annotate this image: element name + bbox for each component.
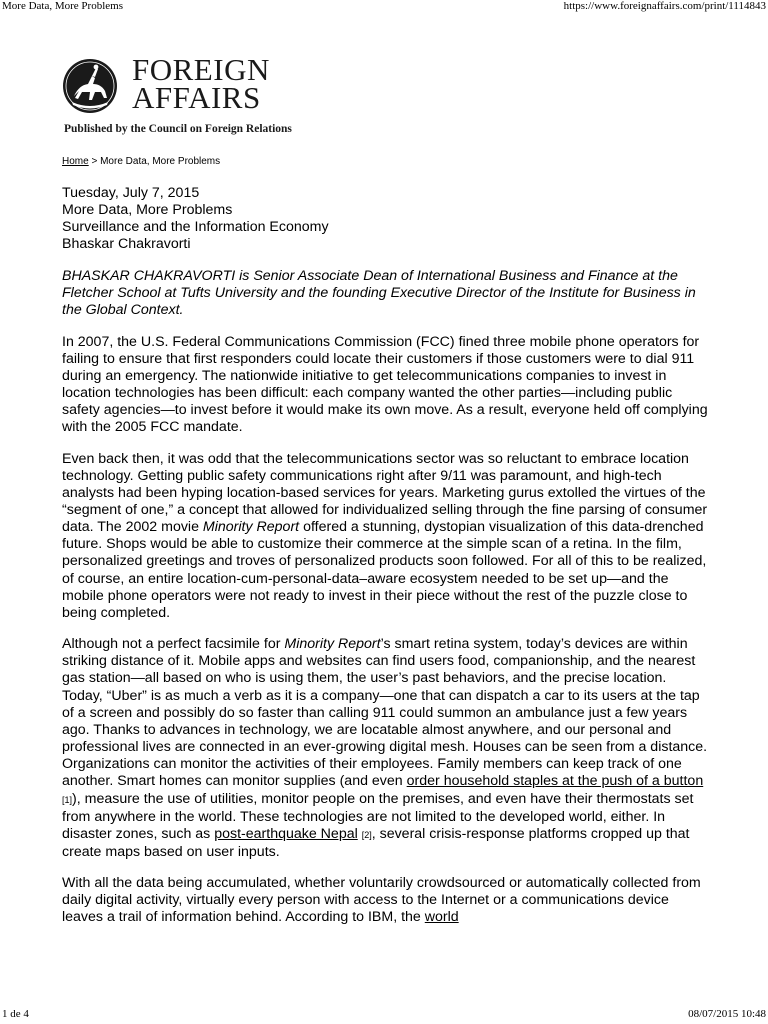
logo-wordmark: [132, 52, 270, 115]
article-meta: [62, 185, 710, 253]
paragraph-2: [62, 451, 710, 623]
breadcrumb: [62, 156, 710, 167]
paragraph-2-part-2: offered a stunning, dystopian visualization of this data-drenched future. Shops would be able to customize their commerce at the simple scan of a retina. In the film, personalized greetings and troves of personalized products soon followed. For all of this to be realized, of course, an entire location-cum-personal-data–aware ecosystem needed to be set up—and the mobile phone operators were not ready to invest in their piece without the rest of the puzzle close to being completed.: [62, 519, 707, 621]
horse-rider-emblem-icon: [62, 58, 118, 114]
link-household-staples[interactable]: order household staples at the push of a button: [406, 773, 704, 790]
print-timestamp: 08/07/2015 10:48: [688, 1008, 766, 1020]
print-header-url: https://www.foreignaffairs.com/print/1114843: [563, 0, 766, 12]
paragraph-1: In 2007, the U.S. Federal Communications Commission (FCC) fined three mobile phone operators for failing to ensure that first responders could locate their customers if those customers were to dial 911 during an emergency. The nationwide initiative to get telecommunications companies to invest in location technologies has been difficult: each company wanted the other parties—including public safety agencies—to invest before it would make its own move. As a result, everyone held off complying with the 2005 FCC mandate.: [62, 333, 708, 436]
article-author: Bhaskar Chakravorti: [62, 236, 191, 252]
article-title: More Data, More Problems: [62, 202, 233, 218]
foreign-affairs-logo: [62, 52, 312, 140]
paragraph-3: [62, 636, 710, 861]
article-date: Tuesday, July 7, 2015: [62, 185, 200, 201]
paragraph-3-part-3: ), measure the use of utilities, monitor people on the premises, and even have their thermostats set from anywhere in the world. These technologies are not limited to the developed world, either. In disaster zones, such as: [62, 790, 694, 842]
logo-subtitle: Published by the Council on Foreign Relations: [64, 123, 292, 135]
breadcrumb-separator: >: [88, 156, 101, 167]
breadcrumb-current: More Data, More Problems: [100, 156, 221, 167]
print-header-title: More Data, More Problems: [2, 0, 123, 12]
logo-line-2: AFFAIRS: [132, 80, 261, 115]
breadcrumb-home-link[interactable]: Home: [62, 156, 89, 167]
paragraph-3-part-4: , several crisis-response platforms cropped up that create maps based on user inputs.: [62, 825, 690, 860]
link-world[interactable]: world: [424, 909, 459, 926]
link-nepal[interactable]: post-earthquake Nepal: [214, 825, 358, 842]
paragraph-2-part-1: Even back then, it was odd that the telecommunications sector was so reluctant to embrace location technology. Getting public safety communications right after 9/11 was paramount, and high-tech analysts had been hyping location-based services for years. Marketing gurus extolled the virtues of the “segment of one,” a concept that allowed for individualized selling through the fine parsing of consumer data. The 2002 movie: [62, 450, 708, 536]
reference-2: [2]: [361, 829, 372, 840]
print-header: [0, 0, 768, 16]
paragraph-4-part-1: With all the data being accumulated, whether voluntarily crowdsourced or automatically collected from daily digital activity, virtually every person with access to the Internet or a communications device leaves a trail of information behind. According to IBM, the: [62, 875, 701, 926]
article-content: [62, 156, 710, 941]
print-footer: [0, 1006, 768, 1024]
logo-line-1: FOREIGN: [132, 52, 270, 87]
reference-1: [1]: [62, 794, 73, 805]
paragraph-3-part-1: Although not a perfect facsimile for: [62, 636, 285, 653]
movie-title: Minority Report: [284, 636, 381, 653]
author-bio: BHASKAR CHAKRAVORTI is Senior Associate Dean of International Business and Finance at the Fletcher School at Tufts University and the founding Executive Director of the Institute for Business in the Global Context.: [62, 268, 696, 319]
paragraph-4: [62, 875, 710, 926]
page-number: 1 de 4: [2, 1008, 29, 1020]
movie-title: Minority Report: [202, 519, 300, 536]
article-subtitle: Surveillance and the Information Economy: [62, 219, 329, 235]
paragraph-3-part-2: ’s smart retina system, today’s devices are within striking distance of it. Mobile apps and websites can find users food, companionship, and the nearest gas station—all based on who is using them, the user’s past behaviors, and the precise location. Today, “Uber” is as much a verb as it is a company—one that can dispatch a car to its users at the tap of a screen and possibly do so faster than calling 911 could summon an ambulance just a few years ago. Thanks to advances in technology, we are locatable almost anywhere, and our personal and professional lives are connected in an ever-growing digital mesh. Houses can be seen from a distance. Organizations can monitor the activities of their employees. Family members can keep track of one another. Smart homes can monitor supplies (and even: [62, 636, 708, 790]
